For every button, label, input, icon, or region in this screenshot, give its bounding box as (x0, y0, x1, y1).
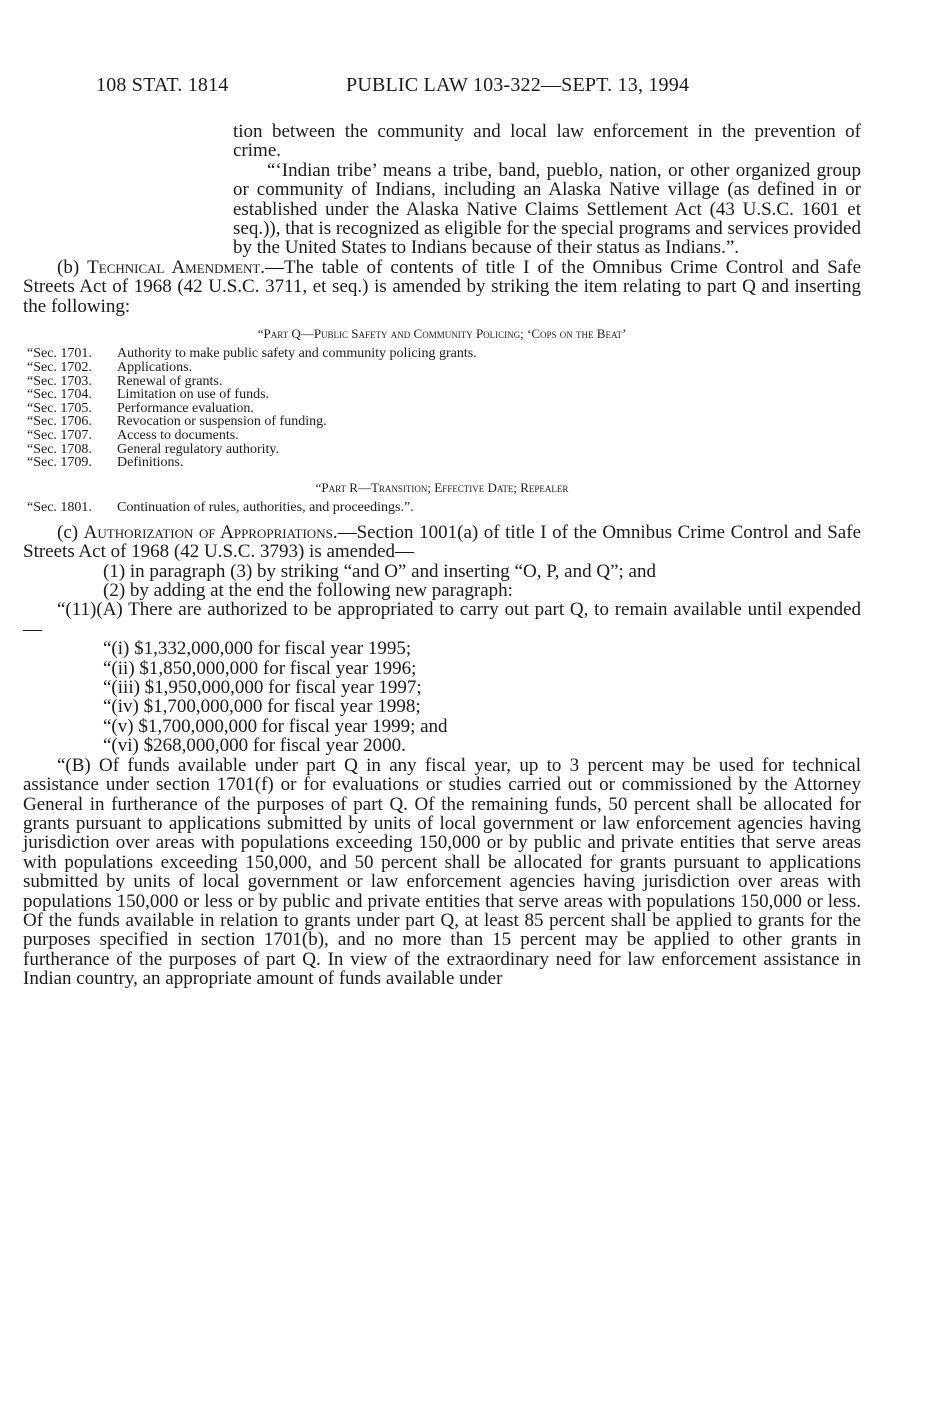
authorization-heading: Authorization of Appropriations (83, 521, 333, 543)
toc-section-number: “Sec. 1704. (27, 387, 92, 403)
paragraph-11a: “(11)(A) There are authorized to be appropriated to carry out part Q, to remain available until expended— (23, 599, 861, 640)
paragraph-authorization-of-appropriations (23, 523, 861, 562)
toc-item (27, 388, 861, 402)
toc-section-number: “Sec. 1801. (27, 500, 92, 516)
document-body (23, 121, 862, 990)
table-of-contents (23, 324, 861, 515)
toc-section-title: Definitions. (117, 455, 184, 471)
stat-page-number: 108 STAT. 1814 (96, 74, 229, 96)
toc-section-title: Limitation on use of funds. (117, 387, 270, 403)
toc-item (27, 361, 861, 375)
appropriation-amount: “(v) $1,700,000,000 for fiscal year 1999; and (103, 715, 448, 737)
paragraph-indian-tribe-definition: “‘Indian tribe’ means a tribe, band, pueblo, nation, or other organized group or community of Indians, including an Alaska Native village (as defined in or established under the Alaska Native Claims Settlement Act (43 U.S.C. 1601 et seq.)), that is recognized as eligible for the special programs and services provided by the United States to Indians because of their status as Indians.”. (233, 159, 861, 259)
toc-item (27, 501, 861, 515)
appropriation-amount: “(vi) $268,000,000 for fiscal year 2000. (103, 735, 406, 757)
toc-section-number: “Sec. 1705. (27, 400, 92, 416)
authorization-text: .—Section 1001(a) of title I of the Omnibus Crime Control and Safe Streets Act of 1968 (42 U.S.C. 3793) is amended— (23, 521, 861, 563)
toc-section-title: Access to documents. (117, 428, 239, 444)
toc-section-title: General regulatory authority. (117, 441, 279, 457)
toc-section-number: “Sec. 1709. (27, 455, 92, 471)
toc-item (27, 415, 861, 429)
toc-item (27, 347, 861, 361)
paragraph-continuation: tion between the community and local law enforcement in the prevention of crime. (233, 121, 861, 162)
paragraph-11b: “(B) Of funds available under part Q in any fiscal year, up to 3 percent may be used for technical assistance under section 1701(f) or for evaluations or studies carried out or commissioned by the Attorney General in furtherance of the purposes of part Q. Of the remaining funds, 50 percent shall be allocated for grants pursuant to applications submitted by units of local government or law enforcement agencies having jurisdiction over areas with populations exceeding 150,000 or by public and private entities that serve areas with populations exceeding 150,000, and 50 percent shall be allocated for grants pursuant to applications submitted by units of local government or law enforcement agencies having jurisdiction over areas with populations 150,000 or less or by public and private entities that serve areas with populations 150,000 or less. Of the funds available in relation to grants under part Q, at least 85 percent shall be applied to grants for the purposes specified in section 1701(b), and no more than 15 percent may be applied to other grants in furtherance of the purposes of part Q. In view of the extraordinary need for law enforcement assistance in Indian country, an appropriate amount of funds available under (23, 754, 861, 990)
appropriation-amount: “(i) $1,332,000,000 for fiscal year 1995; (103, 638, 412, 660)
toc-item (27, 429, 861, 443)
page-header (96, 74, 847, 104)
toc-section-title: Revocation or suspension of funding. (117, 414, 327, 430)
toc-item (27, 375, 861, 389)
technical-amendment-text: .—The table of contents of title I of the Omnibus Crime Control and Safe Streets Act of 1968 (42 U.S.C. 3711, et seq.) is amended by striking the item relating to part Q and inserting the following: (23, 256, 862, 317)
toc-part-q-list (23, 347, 861, 469)
toc-section-title: Renewal of grants. (117, 373, 223, 389)
toc-part-r-list (23, 501, 861, 515)
toc-section-number: “Sec. 1702. (27, 360, 92, 376)
toc-item (27, 456, 861, 470)
toc-section-title: Applications. (117, 360, 193, 376)
toc-section-number: “Sec. 1706. (27, 414, 92, 430)
paragraph-item-2: (2) by adding at the end the following new paragraph: (103, 580, 513, 602)
toc-section-title: Continuation of rules, authorities, and proceedings.”. (117, 500, 414, 516)
toc-item (27, 402, 861, 416)
toc-section-number: “Sec. 1701. (27, 346, 92, 362)
toc-section-title: Authority to make public safety and community policing grants. (117, 346, 477, 362)
paragraph-technical-amendment (23, 258, 861, 316)
appropriation-amount: “(iv) $1,700,000,000 for fiscal year 1998; (103, 696, 421, 718)
technical-amendment-heading: Technical Amendment (87, 256, 261, 278)
toc-part-q-heading: “Part Q—Public Safety and Community Policing; ‘Cops on the Beat’ (257, 326, 627, 342)
toc-section-title: Performance evaluation. (117, 400, 254, 416)
paragraph-item-1: (1) in paragraph (3) by striking “and O” and inserting “O, P, and Q”; and (103, 560, 656, 582)
toc-part-r-heading: “Part R—Transition; Effective Date; Repealer (315, 479, 569, 495)
authorization-lead: (c) (57, 521, 84, 543)
technical-amendment-lead: (b) (57, 256, 88, 278)
toc-item (27, 443, 861, 457)
toc-section-number: “Sec. 1703. (27, 373, 92, 389)
appropriation-amounts-list (103, 639, 861, 755)
toc-section-number: “Sec. 1707. (27, 428, 92, 444)
appropriation-amount: “(ii) $1,850,000,000 for fiscal year 1996; (103, 657, 417, 679)
public-law-title: PUBLIC LAW 103-322—SEPT. 13, 1994 (346, 74, 690, 96)
appropriation-amount: “(iii) $1,950,000,000 for fiscal year 1997; (103, 677, 422, 699)
toc-section-number: “Sec. 1708. (27, 441, 92, 457)
